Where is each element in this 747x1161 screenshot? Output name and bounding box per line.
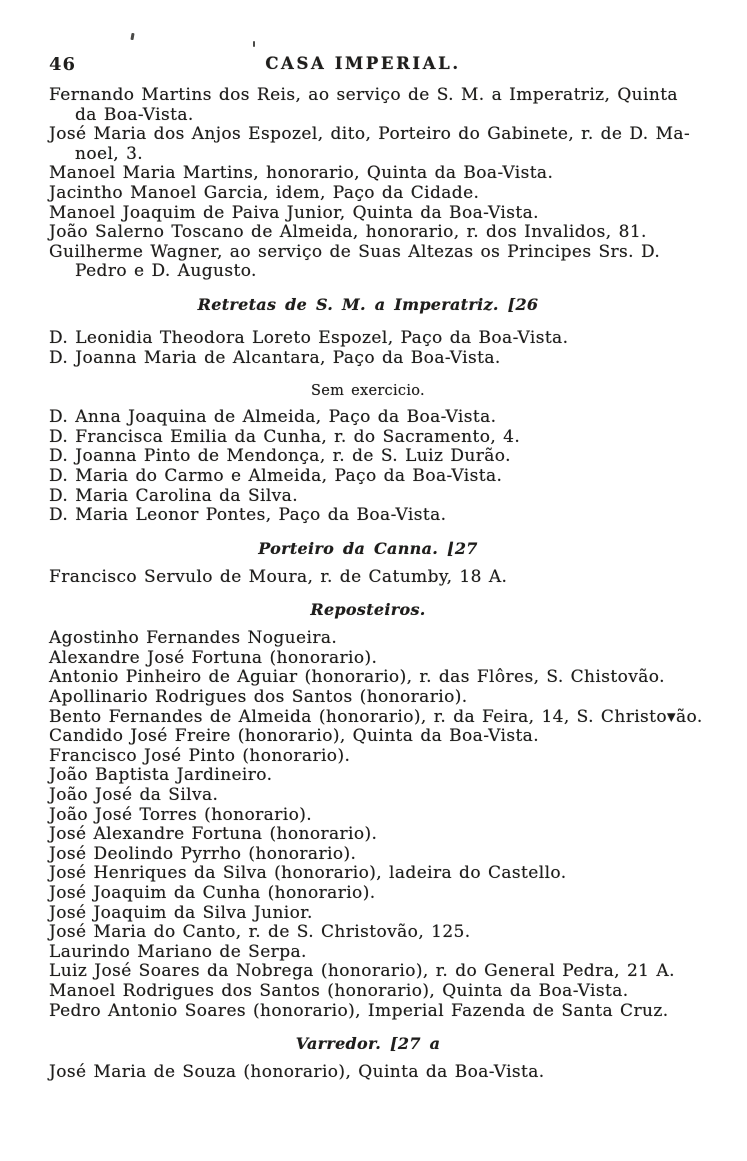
entry-line: José Deolindo Pyrrho (honorario). xyxy=(49,843,357,864)
entry-line: da Boa-Vista. xyxy=(75,104,194,125)
entry-line: Fernando Martins dos Reis, ao serviço de S. M. a Imperatriz, Quinta xyxy=(49,85,678,105)
section-heading: Retretas de S. M. a Imperatriz. [26 xyxy=(197,294,539,314)
section-heading: Reposteiros. xyxy=(310,600,426,620)
entry-line: Manoel Joaquim de Paiva Junior, Quinta da Boa-Vista. xyxy=(49,202,539,223)
section-heading: Sem exercicio. xyxy=(311,383,425,400)
entry-line: D. Joanna Pinto de Mendonça, r. de S. Luiz Durão. xyxy=(49,446,511,467)
entry-line: Antonio Pinheiro de Aguiar (honorario), r. das Flôres, S. Chistovão. xyxy=(49,667,665,688)
entry-line: João José Torres (honorario). xyxy=(49,804,313,825)
entry-line: José Henriques da Silva (honorario), ladeira do Castello. xyxy=(49,863,567,884)
entry-line: Agostinho Fernandes Nogueira. xyxy=(49,628,338,649)
entry-line: Jacintho Manoel Garcia, idem, Paço da Cidade. xyxy=(49,182,480,203)
entry-line: José Joaquim da Silva Junior. xyxy=(49,902,313,923)
entry-line: Pedro Antonio Soares (honorario), Imperial Fazenda de Santa Cruz. xyxy=(49,1000,669,1021)
entry-group xyxy=(49,329,717,368)
entry-line: D. Maria Leonor Pontes, Paço da Boa-Vista. xyxy=(49,505,447,526)
entry-line: D. Francisca Emilia da Cunha, r. do Sacramento, 4. xyxy=(49,426,521,447)
entry-line: Francisco José Pinto (honorario). xyxy=(49,745,351,766)
entry-line: José Maria dos Anjos Espozel, dito, Porteiro do Gabinete, r. de D. Ma- xyxy=(49,124,691,145)
entry-line: João José da Silva. xyxy=(49,785,219,806)
entry-group xyxy=(49,568,717,588)
section-heading: Varredor. [27 a xyxy=(295,1034,441,1054)
entry-line: Pedro e D. Augusto. xyxy=(75,261,257,282)
entry-group xyxy=(49,1063,717,1083)
entry-line: Francisco Servulo de Moura, r. de Catumby, 18 A. xyxy=(49,566,508,587)
page-title: CASA IMPERIAL. xyxy=(265,54,461,73)
section-heading: Porteiro da Canna. ⌊27 xyxy=(258,538,478,558)
entry-group xyxy=(49,408,717,526)
entry-line: Laurindo Mariano de Serpa. xyxy=(49,941,307,962)
entry-line: Luiz José Soares da Nobrega (honorario), r. do General Pedra, 21 A. xyxy=(49,961,675,982)
entry-line: José Joaquim da Cunha (honorario). xyxy=(49,883,376,903)
entry-line: Bento Fernandes de Almeida (honorario), r. da Feira, 14, S. Christo▾ão. xyxy=(49,706,703,727)
ink-speck xyxy=(253,41,255,47)
running-head xyxy=(49,52,717,76)
entry-line: José Maria do Canto, r. de S. Christovão, 125. xyxy=(49,922,471,943)
entry-line: Guilherme Wagner, ao serviço de Suas Altezas os Principes Srs. D. xyxy=(49,241,661,262)
entry-line: Alexandre José Fortuna (honorario). xyxy=(49,647,378,668)
entry-line: D. Maria do Carmo e Almeida, Paço da Boa-Vista. xyxy=(49,465,503,486)
entry-line: Apollinario Rodrigues dos Santos (honorario). xyxy=(49,687,468,708)
entry-line: João Baptista Jardineiro. xyxy=(49,765,273,786)
entry-line: Manoel Maria Martins, honorario, Quinta da Boa-Vista. xyxy=(49,163,554,184)
entry-group xyxy=(49,86,717,282)
ink-speck xyxy=(130,33,134,40)
entry-line: Manoel Rodrigues dos Santos (honorario), Quinta da Boa-Vista. xyxy=(49,980,629,1001)
entry-line: Candido José Freire (honorario), Quinta da Boa-Vista. xyxy=(49,726,540,747)
entry-line: noel, 3. xyxy=(75,143,144,164)
entry-line: João Salerno Toscano de Almeida, honorario, r. dos Invalidos, 81. xyxy=(49,222,647,243)
entry-line: D. Leonidia Theodora Loreto Espozel, Paço da Boa-Vista. xyxy=(49,327,569,348)
entry-line: D. Maria Carolina da Silva. xyxy=(49,485,299,506)
entry-line: José Alexandre Fortuna (honorario). xyxy=(49,824,378,845)
page-body xyxy=(49,86,717,1083)
entry-line: D. Anna Joaquina de Almeida, Paço da Boa-Vista. xyxy=(49,407,497,428)
entry-group xyxy=(49,629,717,1021)
entry-line: D. Joanna Maria de Alcantara, Paço da Boa-Vista. xyxy=(49,347,501,368)
entry-line: José Maria de Souza (honorario), Quinta da Boa-Vista. xyxy=(49,1062,545,1083)
page-number: 46 xyxy=(49,54,77,75)
